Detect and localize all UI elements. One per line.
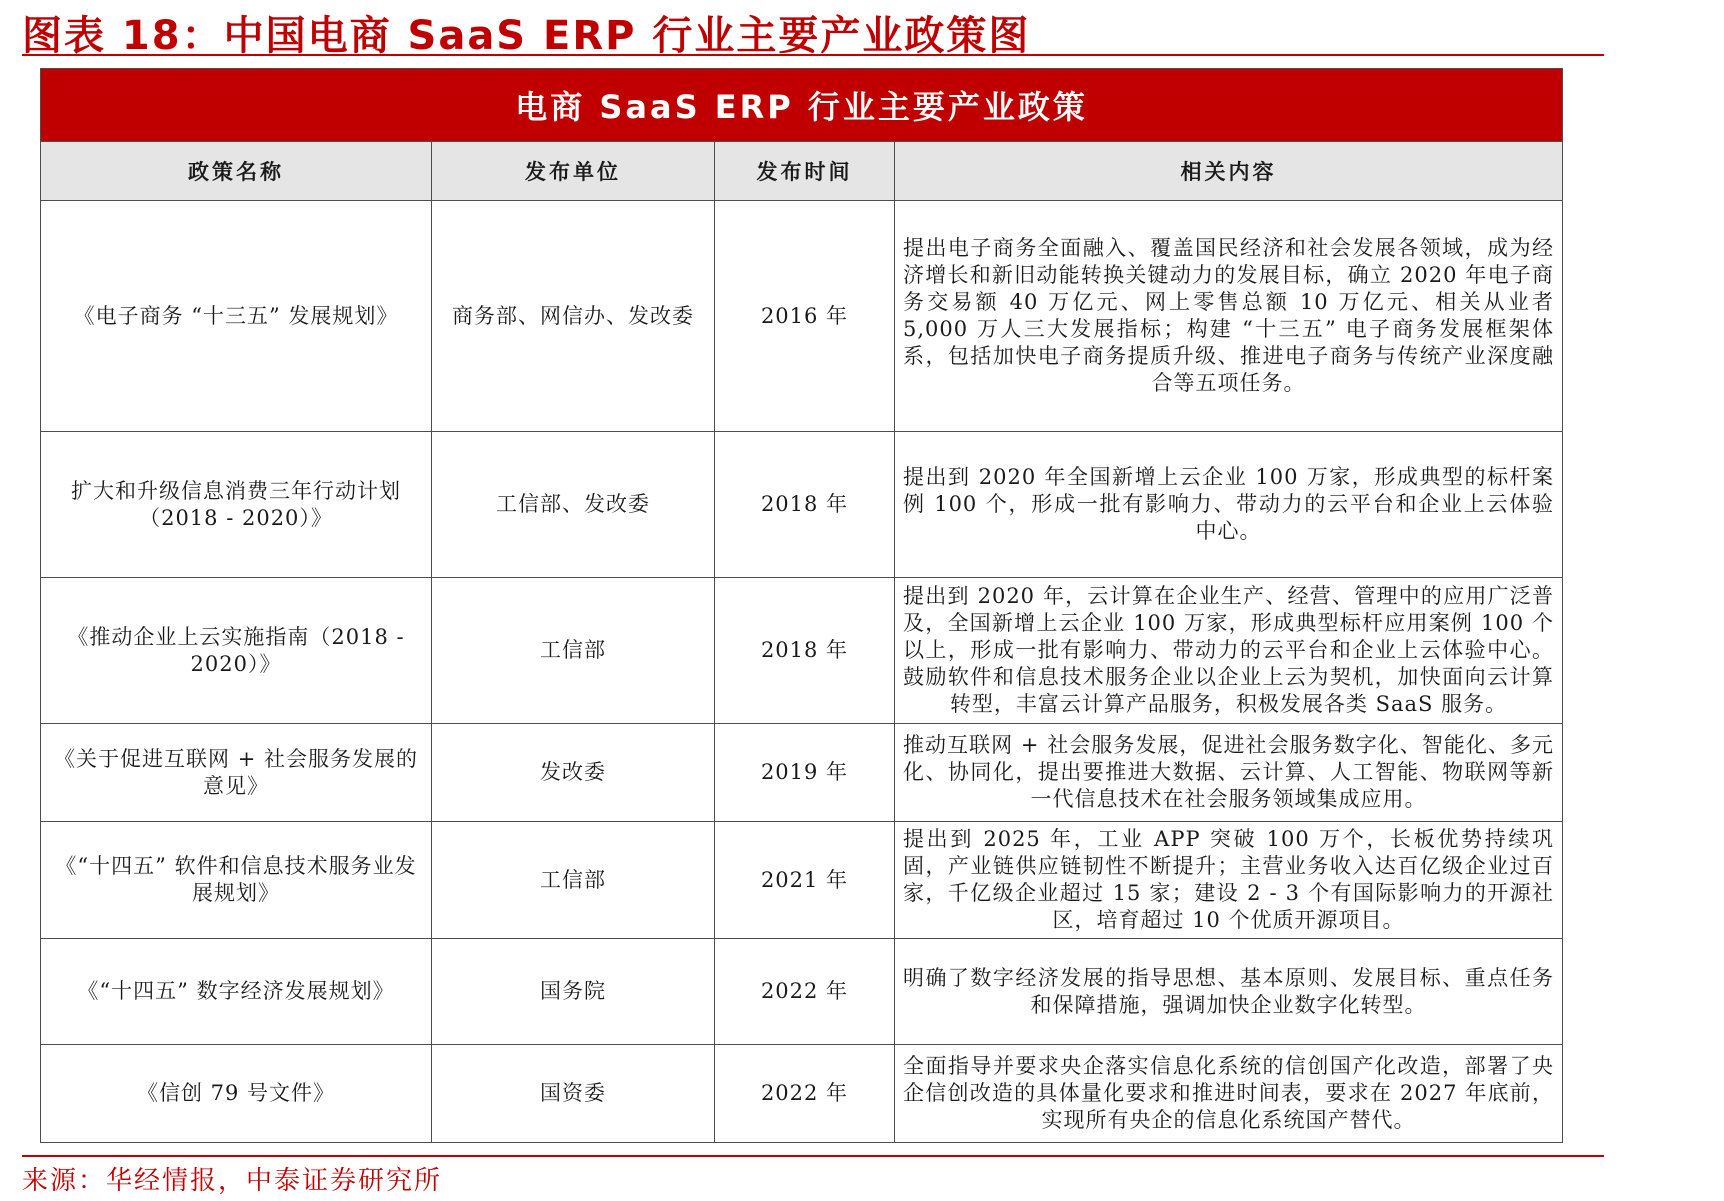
policy-name-cell: 《电子商务 “十三五” 发展规划》 bbox=[41, 201, 432, 432]
content-cell: 推动互联网 + 社会服务发展，促进社会服务数字化、智能化、多元化、协同化，提出要推进大数据、云计算、人工智能、物联网等新一代信息技术在社会服务领域集成应用。 bbox=[895, 724, 1563, 822]
policy-table-container bbox=[40, 68, 1562, 1143]
table-caption-row bbox=[41, 69, 1563, 142]
content-cell: 明确了数字经济发展的指导思想、基本原则、发展目标、重点任务和保障措施，强调加快企业数字化转型。 bbox=[895, 939, 1563, 1045]
policy-table bbox=[40, 68, 1563, 1143]
issuer-cell: 国务院 bbox=[432, 939, 715, 1045]
content-cell: 提出电子商务全面融入、覆盖国民经济和社会发展各领域，成为经济增长和新旧动能转换关键动力的发展目标，确立 2020 年电子商务交易额 40 万亿元、网上零售总额 10 万亿元、相关从业者 5,000 万人三大发展指标；构建 “十三五” 电子商务发展框架体系，包括加快电子商务提质升级、推进电子商务与传统产业深度融合等五项任务。 bbox=[895, 201, 1563, 432]
content-cell: 提出到 2025 年，工业 APP 突破 100 万个，长板优势持续巩固，产业链供应链韧性不断提升；主营业务收入达百亿级企业过百家，千亿级企业超过 15 家；建设 2 - 3 个有国际影响力的开源社区，培育超过 10 个优质开源项目。 bbox=[895, 822, 1563, 939]
issuer-cell: 工信部 bbox=[432, 822, 715, 939]
policy-name-cell: 《关于促进互联网 + 社会服务发展的意见》 bbox=[41, 724, 432, 822]
issuer-cell: 工信部、发改委 bbox=[432, 432, 715, 578]
header-release-date: 发布时间 bbox=[715, 142, 895, 201]
policy-name-cell: 扩大和升级信息消费三年行动计划（2018 - 2020）》 bbox=[41, 432, 432, 578]
release-date-cell: 2018 年 bbox=[715, 578, 895, 724]
table-header-row bbox=[41, 142, 1563, 201]
content-cell: 提出到 2020 年，云计算在企业生产、经营、管理中的应用广泛普及，全国新增上云企业 100 万家，形成典型标杆应用案例 100 个以上，形成一批有影响力、带动力的云平台和企业上云体验中心。鼓励软件和信息技术服务企业以企业上云为契机，加快面向云计算转型，丰富云计算产品服务，积极发展各类 SaaS 服务。 bbox=[895, 578, 1563, 724]
header-issuer: 发布单位 bbox=[432, 142, 715, 201]
table-row bbox=[41, 578, 1563, 724]
table-row bbox=[41, 724, 1563, 822]
table-row bbox=[41, 822, 1563, 939]
top-divider bbox=[22, 54, 1604, 56]
content-cell: 提出到 2020 年全国新增上云企业 100 万家，形成典型的标杆案例 100 个，形成一批有影响力、带动力的云平台和企业上云体验中心。 bbox=[895, 432, 1563, 578]
release-date-cell: 2021 年 bbox=[715, 822, 895, 939]
table-row bbox=[41, 432, 1563, 578]
policy-name-cell: 《推动企业上云实施指南（2018 - 2020）》 bbox=[41, 578, 432, 724]
issuer-cell: 国资委 bbox=[432, 1045, 715, 1143]
policy-name-cell: 《信创 79 号文件》 bbox=[41, 1045, 432, 1143]
table-row bbox=[41, 201, 1563, 432]
table-row bbox=[41, 1045, 1563, 1143]
policy-name-cell: 《“十四五” 软件和信息技术服务业发展规划》 bbox=[41, 822, 432, 939]
table-row bbox=[41, 939, 1563, 1045]
issuer-cell: 商务部、网信办、发改委 bbox=[432, 201, 715, 432]
release-date-cell: 2022 年 bbox=[715, 939, 895, 1045]
release-date-cell: 2022 年 bbox=[715, 1045, 895, 1143]
issuer-cell: 发改委 bbox=[432, 724, 715, 822]
header-policy-name: 政策名称 bbox=[41, 142, 432, 201]
issuer-cell: 工信部 bbox=[432, 578, 715, 724]
release-date-cell: 2018 年 bbox=[715, 432, 895, 578]
figure-title: 图表 18：中国电商 SaaS ERP 行业主要产业政策图 bbox=[22, 13, 1031, 59]
release-date-cell: 2019 年 bbox=[715, 724, 895, 822]
policy-name-cell: 《“十四五” 数字经济发展规划》 bbox=[41, 939, 432, 1045]
table-caption: 电商 SaaS ERP 行业主要产业政策 bbox=[41, 69, 1563, 142]
release-date-cell: 2016 年 bbox=[715, 201, 895, 432]
content-cell: 全面指导并要求央企落实信息化系统的信创国产化改造，部署了央企信创改造的具体量化要求和推进时间表，要求在 2027 年底前，实现所有央企的信息化系统国产替代。 bbox=[895, 1045, 1563, 1143]
source-note: 来源：华经情报，中泰证券研究所 bbox=[22, 1166, 443, 1196]
header-content: 相关内容 bbox=[895, 142, 1563, 201]
bottom-divider bbox=[22, 1155, 1604, 1157]
